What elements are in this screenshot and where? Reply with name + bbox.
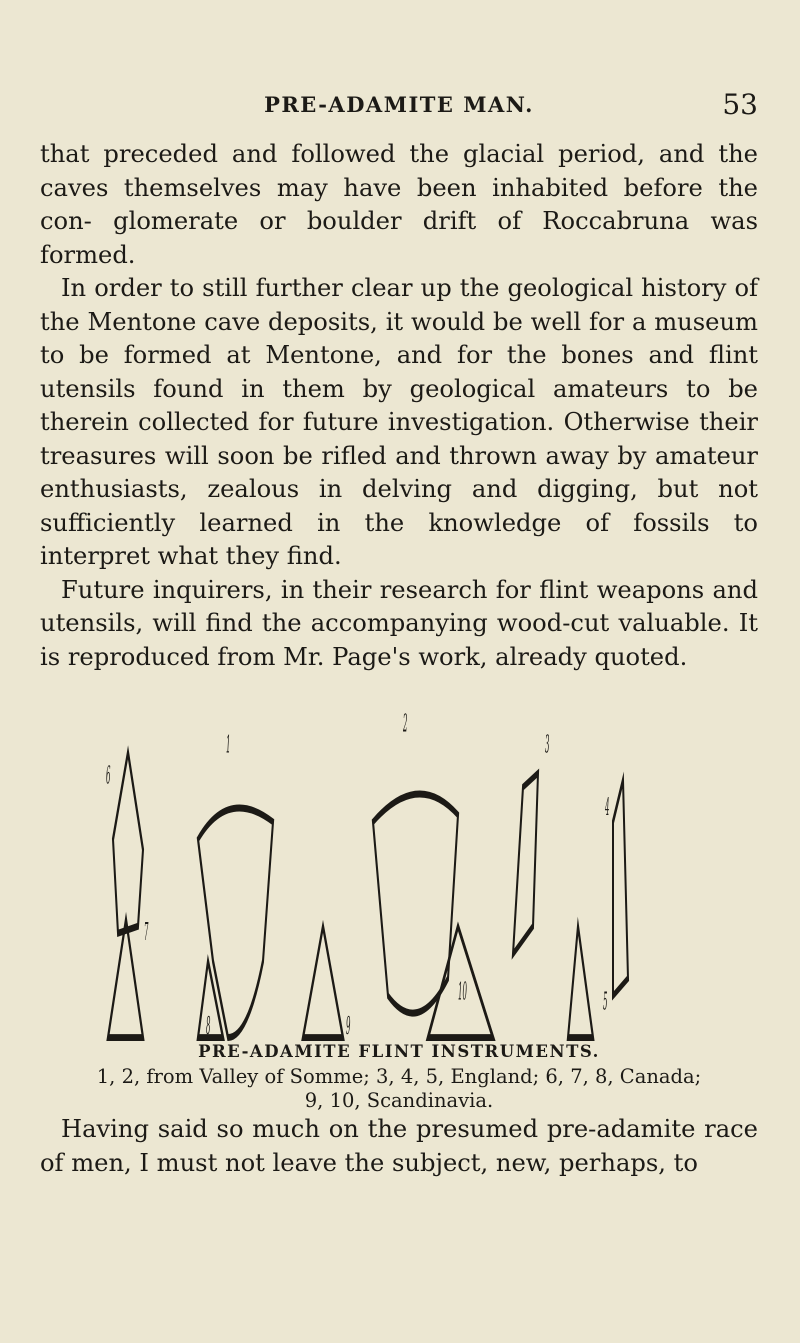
paragraph-3: Future inquirers, in their research for flint weapons and utensils, will find the accompanying wood-cut valuable. It is reproduced from Mr. Page's work, already quoted.: [40, 575, 758, 671]
flint-2-drawing: [373, 794, 458, 1013]
figure-caption-title: PRE-ADAMITE FLINT INSTRUMENTS.: [198, 1042, 600, 1061]
flint-9-drawing: [303, 926, 343, 1037]
flint-label-8: 8: [206, 1012, 211, 1041]
page-number: 53: [722, 88, 758, 121]
flint-label-4: 4: [605, 793, 610, 822]
running-title: PRE-ADAMITE MAN.: [264, 92, 534, 117]
flint-instruments-woodcut: [98, 648, 646, 1048]
body-text: [40, 138, 758, 674]
flint-4-drawing: [613, 780, 628, 996]
flint-label-5: 5: [603, 987, 608, 1017]
flint-7-drawing: [108, 919, 143, 1037]
paragraph-2: In order to still further clear up the geological history of the Mentone cave deposits, it would be well for a museum to be formed at Mentone, and for the bones and flint utensils found in them by geological amateurs to be therein collected for future investigation. Otherwise their treasures will soon be rifled and thrown away by amateur enthusiasts, zealous in delving and digging, but not sufficiently learned in the knowledge of fossils to interpret what they find.: [40, 274, 758, 570]
flint-label-10: 10: [458, 977, 467, 1007]
flint-1-drawing: [198, 808, 273, 1038]
figure-caption-line-2: 9, 10, Scandinavia.: [304, 1089, 494, 1112]
figure-caption-line-1: 1, 2, from Valley of Somme; 3, 4, 5, England; 6, 7, 8, Canada;: [96, 1065, 702, 1088]
flint-label-3: 3: [545, 730, 550, 760]
flint-8-drawing: [198, 961, 223, 1038]
flint-label-7: 7: [144, 918, 149, 947]
flint-5-drawing: [568, 926, 593, 1037]
flint-label-9: 9: [346, 1012, 351, 1041]
flint-label-2: 2: [403, 709, 408, 739]
page-header: [40, 88, 758, 132]
flint-label-6: 6: [106, 761, 111, 791]
flint-6-drawing: [113, 752, 143, 933]
flint-label-1: 1: [226, 730, 231, 760]
flint-3-drawing: [513, 773, 538, 954]
paragraph-1: that preceded and followed the glacial period, and the caves themselves may have been inhabited before the con- glomerate or boulder drift of Roccabruna was formed.: [40, 140, 758, 269]
closing-paragraph: Having said so much on the presumed pre-adamite race of men, I must not leave the subject, new, perhaps, to: [40, 1115, 758, 1177]
